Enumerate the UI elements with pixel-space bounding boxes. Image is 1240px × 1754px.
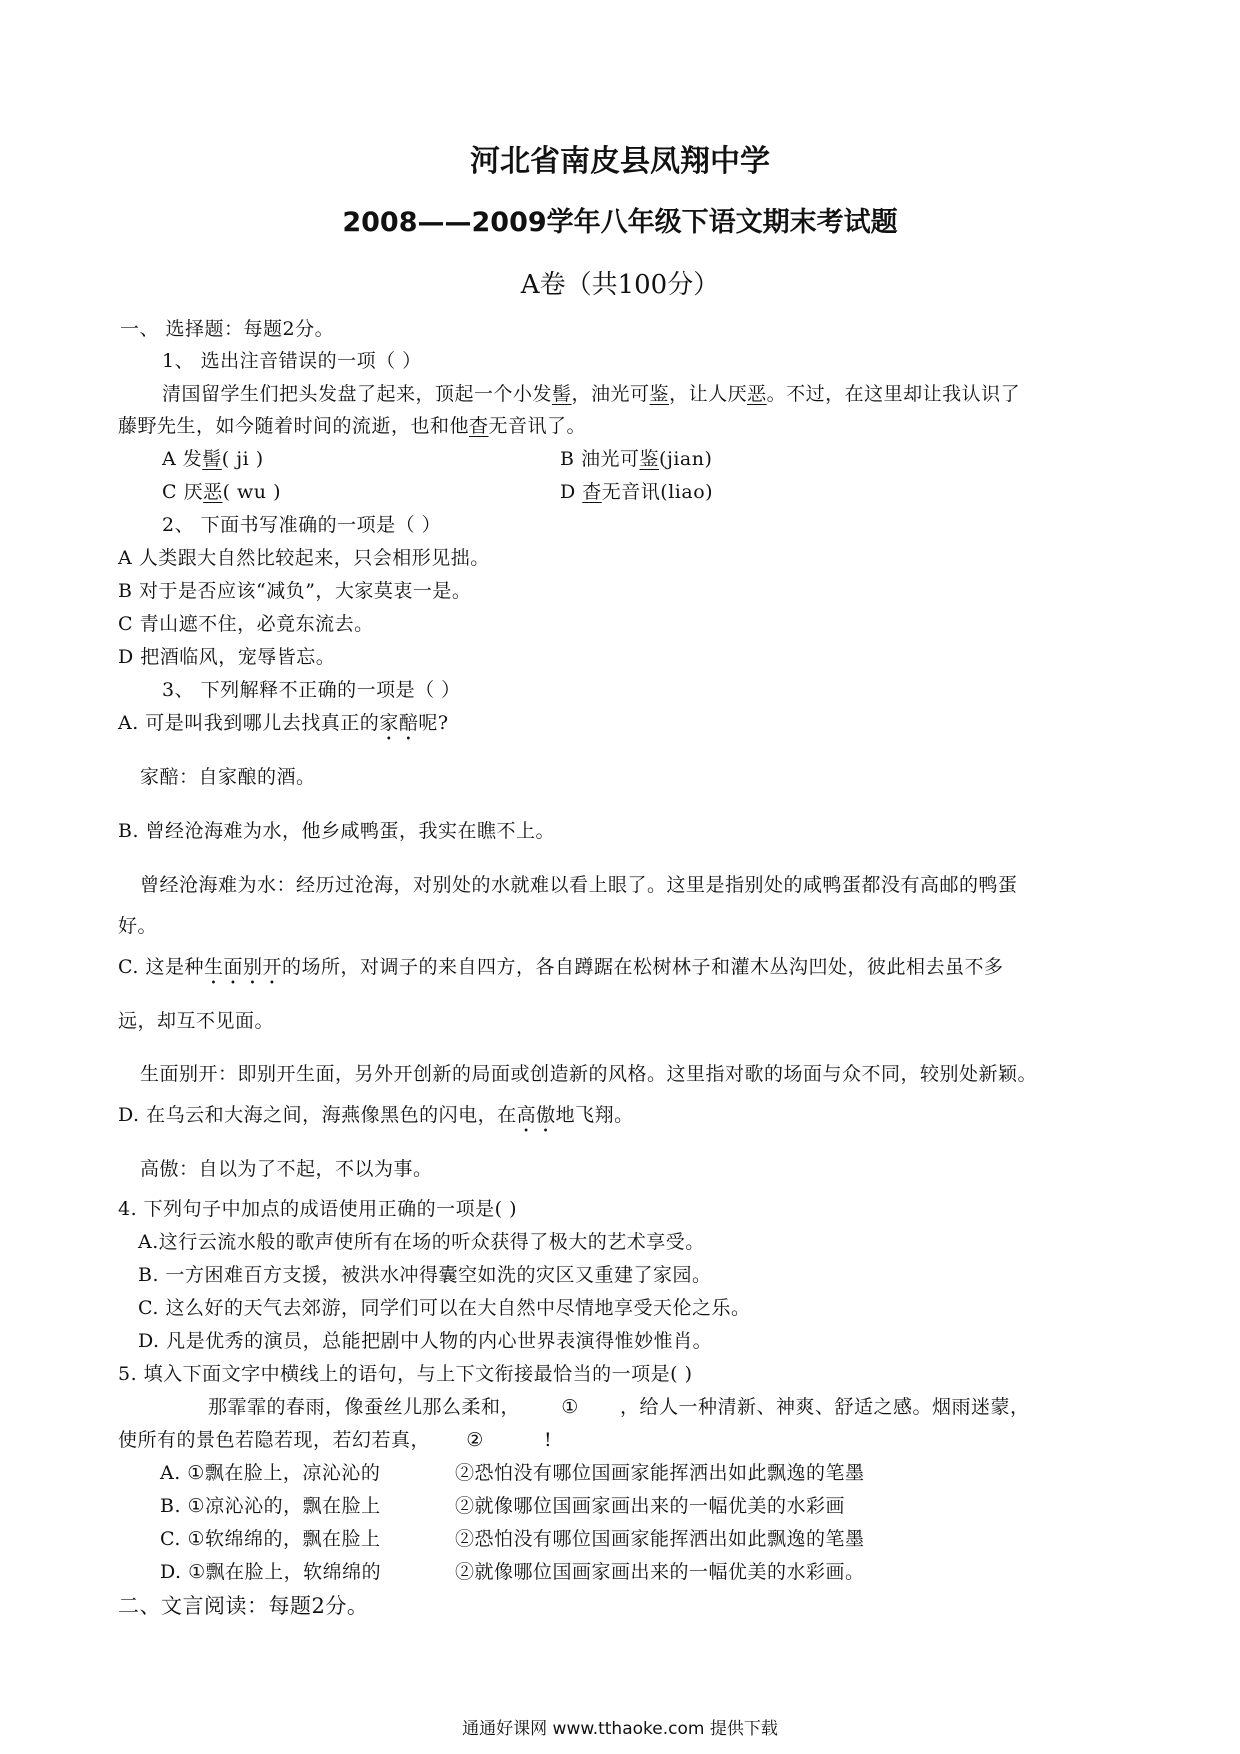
- q1-passage-line1: 清国留学生们把头发盘了起来，顶起一个小发髻，油光可鉴，让人厌恶。不过，在这里却让我认识了: [162, 383, 1021, 405]
- q2-option-a: A 人类跟大自然比较起来，只会相形见拙。: [118, 547, 490, 569]
- q5-passage-line1: 那霏霏的春雨，像蚕丝儿那么柔和， ① ，给人一种清新、神爽、舒适之感。烟雨迷蒙，: [208, 1396, 1030, 1418]
- q4-option-c: C. 这么好的天气去郊游，同学们可以在大自然中尽情地享受天伦之乐。: [138, 1297, 751, 1319]
- q3-option-c-cont: 远，却互不见面。: [118, 1010, 275, 1032]
- q3-option-a: A. 可是叫我到哪儿去找真正的家醅呢?: [118, 712, 449, 734]
- q3-option-d-explanation: 高傲：自以为了不起，不以为事。: [140, 1158, 433, 1180]
- footer-source: 通通好课网 www.tthaoke.com 提供下载: [462, 1719, 778, 1739]
- q3-option-b-explanation-cont: 好。: [118, 915, 158, 937]
- exam-title: 2008——2009学年八年级下语文期末考试题: [342, 207, 898, 238]
- q5-option-d-part1: D. ①飘在脸上，软绵绵的: [160, 1561, 382, 1583]
- q1-option-b: B 油光可鉴(jian): [560, 448, 713, 470]
- q1-option-d: D 杳无音讯(liao): [560, 481, 714, 503]
- q5-option-c-part1: C. ①软绵绵的，飘在脸上: [160, 1528, 381, 1550]
- q2-option-d: D 把酒临风，宠辱皆忘。: [118, 646, 336, 668]
- q5-option-d-part2: ②就像哪位国画家画出来的一幅优美的水彩画。: [455, 1561, 865, 1583]
- q3-stem: 3、 下列解释不正确的一项是（ ）: [162, 679, 461, 701]
- q4-option-a: A.这行云流水般的歌声使所有在场的听众获得了极大的艺术享受。: [138, 1231, 705, 1253]
- q5-option-a-part2: ②恐怕没有哪位国画家能挥洒出如此飘逸的笔墨: [455, 1462, 865, 1484]
- q1-stem: 1、 选出注音错误的一项（ ）: [162, 350, 422, 372]
- q3-option-b-explanation: 曾经沧海难为水：经历过沧海，对别处的水就难以看上眼了。这里是指别处的咸鸭蛋都没有高邮的鸭蛋: [140, 874, 1018, 896]
- q5-option-b-part2: ②就像哪位国画家画出来的一幅优美的水彩画: [455, 1495, 846, 1517]
- q3-option-a-explanation: 家醅：自家酿的酒。: [140, 766, 316, 788]
- q4-option-d: D. 凡是优秀的演员，总能把剧中人物的内心世界表演得惟妙惟肖。: [138, 1330, 713, 1352]
- q1-passage-line2: 藤野先生，如今随着时间的流逝，也和他杳无音讯了。: [118, 415, 587, 437]
- q5-option-b-part1: B. ①凉沁沁的，飘在脸上: [160, 1495, 381, 1517]
- q3-option-c: C. 这是种生面别开的场所，对调子的来自四方，各自蹲踞在松树林子和灌木丛沟凹处，彼此相去虽不多: [118, 956, 1004, 978]
- school-title: 河北省南皮县凤翔中学: [470, 144, 770, 179]
- q3-option-c-explanation: 生面别开：即别开生面，另外开创新的局面或创造新的风格。这里指对歌的场面与众不同，较别处新颖。: [140, 1063, 1038, 1085]
- q5-stem: 5. 填入下面文字中横线上的语句，与上下文衔接最恰当的一项是( ): [118, 1363, 693, 1385]
- q5-option-c-part2: ②恐怕没有哪位国画家能挥洒出如此飘逸的笔墨: [455, 1528, 865, 1550]
- paper-title: A卷（共100分）: [520, 270, 720, 300]
- q4-stem: 4. 下列句子中加点的成语使用正确的一项是( ): [118, 1198, 518, 1220]
- q2-stem: 2、 下面书写准确的一项是（ ）: [162, 514, 442, 536]
- q1-option-c: C 厌恶( wu ): [162, 481, 281, 503]
- q2-option-b: B 对于是否应该“减负”，大家莫衷一是。: [118, 580, 472, 602]
- q3-option-d: D. 在乌云和大海之间，海燕像黑色的闪电，在高傲地飞翔。: [118, 1104, 634, 1126]
- q4-option-b: B. 一方困难百方支援，被洪水冲得囊空如洗的灾区又重建了家园。: [138, 1264, 712, 1286]
- q5-option-a-part1: A. ①飘在脸上，凉沁沁的: [160, 1462, 381, 1484]
- section1-title: 一、 选择题：每题2分。: [120, 318, 335, 340]
- q2-option-c: C 青山遮不住，必竟东流去。: [118, 613, 374, 635]
- section2-title: 二、文言阅读：每题2分。: [118, 1594, 369, 1618]
- q1-option-a: A 发髻( ji ): [162, 448, 264, 470]
- q5-passage-line2: 使所有的景色若隐若现，若幻若真， ② !: [118, 1429, 553, 1451]
- q3-option-b: B. 曾经沧海难为水，他乡咸鸭蛋，我实在瞧不上。: [118, 820, 556, 842]
